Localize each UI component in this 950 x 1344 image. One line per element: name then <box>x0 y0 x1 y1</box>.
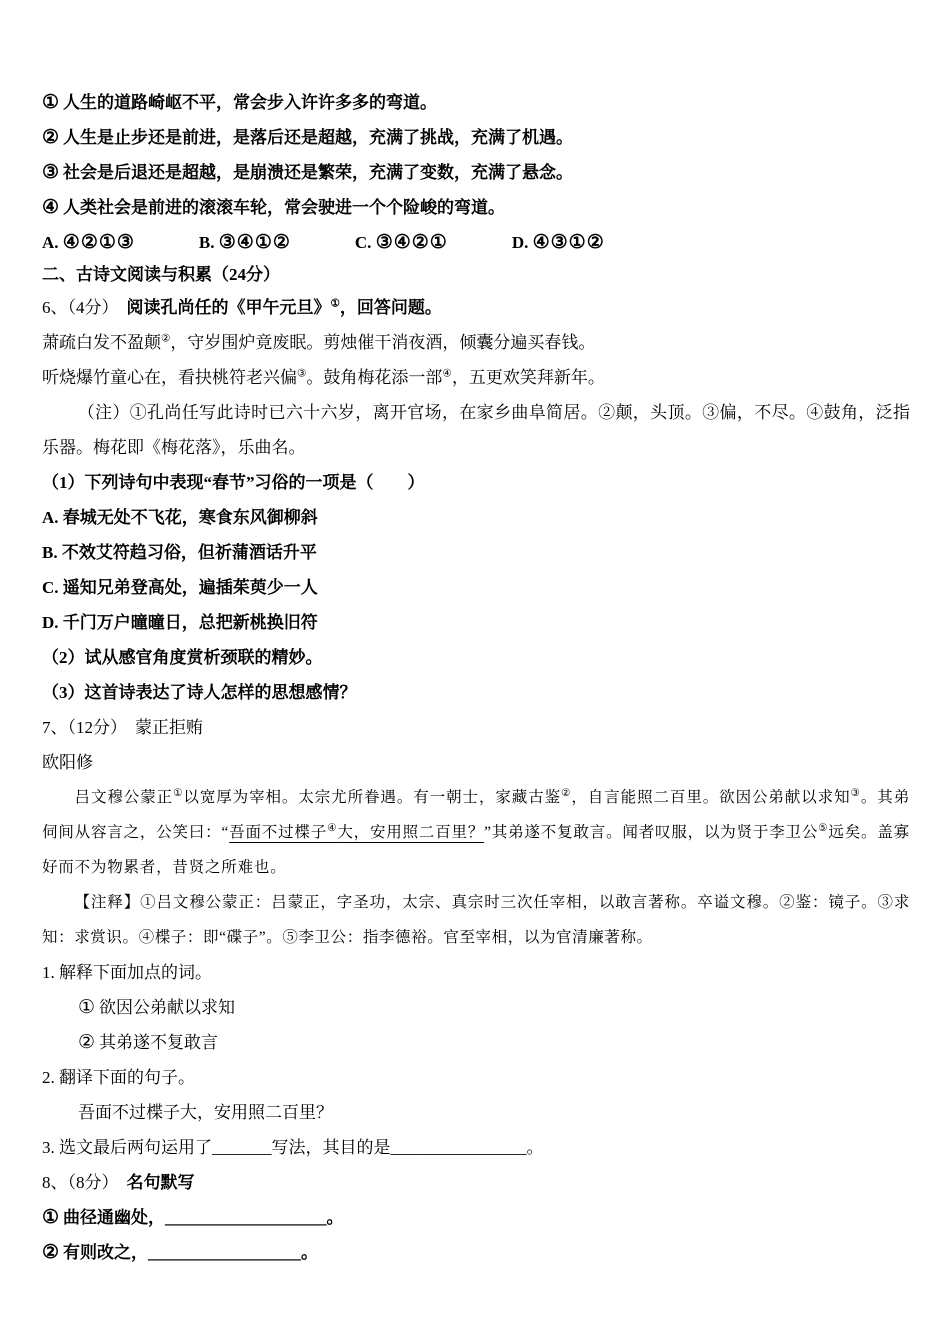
q8-number: 8、（8分） <box>42 1173 119 1192</box>
q7-sub3-text: 。 <box>526 1138 544 1157</box>
footnote-ref: ① <box>330 298 340 310</box>
q7-sub3-text: 写法，其目的是 <box>271 1138 391 1157</box>
q5-sentence-2 <box>42 120 910 155</box>
circled-number: ① <box>78 997 96 1018</box>
circled-number: ① <box>42 92 60 113</box>
q7-sub1-item-2 <box>42 1025 910 1060</box>
q6-option-d: D. 千门万户曈曈日，总把新桃换旧符 <box>42 613 318 632</box>
q7-author: 欧阳修 <box>42 753 93 772</box>
poem-text: 。鼓角梅花添一部 <box>306 368 443 387</box>
q5-sentence-3 <box>42 155 910 190</box>
underlined-quote <box>229 824 484 841</box>
sentence-text: 人类社会是前进的滚滚车轮，常会驶进一个个险峻的弯道。 <box>63 198 506 217</box>
q7-sub2: 2. 翻译下面的句子。 <box>42 1068 195 1087</box>
option-value: ③④②① <box>375 232 448 253</box>
circled-number: ② <box>42 1242 60 1263</box>
q6-sub1: （1）下列诗句中表现“春节”习俗的一项是（ ） <box>42 473 425 492</box>
quote-text: 大，安用照二百里？ <box>337 824 485 841</box>
poem-note: （注）①孔尚任写此诗时已六十六岁，离开官场，在家乡曲阜简居。②颠，头顶。③偏，不尽。④鼓角，泛指乐器。梅花即《梅花落》，乐曲名。 <box>42 403 910 457</box>
q7-notes: 【注释】①吕文穆公蒙正：吕蒙正，字圣功，太宗、真宗时三次任宰相，以敢言著称。卒谥文穆。②鉴：镜子。③求知：求赏识。④楪子：即“碟子”。⑤李卫公：指李德裕。官至宰相，以为官清廉著称。 <box>42 894 910 946</box>
passage-text: 。其弟伺间从容言之，公笑曰：“ <box>42 789 910 841</box>
option-label: A. <box>42 233 59 252</box>
q5-option-a <box>42 225 135 260</box>
blank-line: ________________ <box>390 1138 527 1157</box>
item-text: 欲因公弟献以求知 <box>99 998 236 1017</box>
passage-text: ”其弟遂不复敢言。闻者叹服，以为贤于李卫公 <box>484 824 819 841</box>
q6-sub2: （2）试从感官角度赏析颈联的精妙。 <box>42 648 323 667</box>
q6-header <box>42 290 910 325</box>
footnote-ref: ④ <box>327 822 338 834</box>
footnote-ref: ① <box>173 787 184 799</box>
q5-sentence-4 <box>42 190 910 225</box>
footnote-ref: ② <box>561 787 572 799</box>
option-value: ③④①② <box>218 232 291 253</box>
q7-header <box>42 710 910 745</box>
q7-number: 7、（12分） <box>42 718 127 737</box>
item-text: 其弟遂不复敢言 <box>99 1033 219 1052</box>
q7-passage <box>42 780 910 885</box>
q8-header <box>42 1165 910 1200</box>
q6-option-c: C. 遥知兄弟登高处，遍插茱萸少一人 <box>42 578 318 597</box>
q6-option-a: A. 春城无处不飞花，寒食东风御柳斜 <box>42 508 318 527</box>
footnote-ref: ③ <box>850 787 861 799</box>
q6-sub3: （3）这首诗表达了诗人怎样的思想感情？ <box>42 683 357 702</box>
option-value: ④②①③ <box>62 232 135 253</box>
sentence-text: 人生的道路崎岖不平，常会步入许许多多的弯道。 <box>63 93 438 112</box>
item-text: 。 <box>326 1208 344 1227</box>
poem-text: 萧疏白发不盈颠 <box>42 333 161 352</box>
q7-sub3 <box>42 1130 910 1165</box>
passage-text: 以宽厚为宰相。太宗尤所眷遇。有一朝士，家藏古鉴 <box>183 789 562 806</box>
q5-option-b <box>199 225 291 260</box>
poem-text: 听烧爆竹童心在，看抉桃符老兴偏 <box>42 368 297 387</box>
blank-line: __________________ <box>148 1243 302 1262</box>
q7-sub2-sentence: 吾面不过楪子大，安用照二百里？ <box>78 1103 333 1122</box>
section-heading: 二、古诗文阅读与积累（24分） <box>42 265 280 284</box>
q5-option-c <box>355 225 448 260</box>
option-label: D. <box>511 233 529 252</box>
q5-options-row <box>42 225 910 260</box>
footnote-ref: ⑤ <box>818 822 829 834</box>
q6-option-b: B. 不效艾符趋习俗，但祈蒲酒话升平 <box>42 543 317 562</box>
option-label: C. <box>354 233 372 252</box>
q7-sub1: 1. 解释下面加点的词。 <box>42 963 212 982</box>
item-text: 曲径通幽处， <box>63 1208 166 1227</box>
circled-number: ① <box>42 1207 60 1228</box>
footnote-ref: ② <box>161 333 171 345</box>
q8-title: 名句默写 <box>126 1173 195 1192</box>
circled-number: ③ <box>42 162 60 183</box>
q7-sub3-text: 3. 选文最后两句运用了 <box>42 1138 212 1157</box>
sentence-text: 社会是后退还是超越，是崩溃还是繁荣，充满了变数，充满了悬念。 <box>63 163 574 182</box>
q5-sentence-1 <box>42 85 910 120</box>
q7-sub1-item-1 <box>42 990 910 1025</box>
passage-text: 远矣。盖寡好而不为物累者，昔贤之所难也。 <box>42 824 910 876</box>
passage-text: ，自言能照二百里。欲因公弟献以求知 <box>571 789 851 806</box>
circled-number: ② <box>78 1032 96 1053</box>
q6-title-text: 阅读孔尚任的《甲午元旦》 <box>126 298 331 317</box>
passage-text: 吕文穆公蒙正 <box>74 789 174 806</box>
option-value: ④③①② <box>532 232 605 253</box>
circled-number: ② <box>42 127 60 148</box>
q5-option-d <box>512 225 605 260</box>
quote-text: 吾面不过楪子 <box>229 824 328 841</box>
q8-item-1 <box>42 1200 910 1235</box>
poem-text: ，守岁围炉竟废眠。剪烛催干消夜酒，倾囊分遍买春钱。 <box>170 333 596 352</box>
q6-title <box>127 298 442 317</box>
poem-line-1 <box>42 325 910 360</box>
poem-text: ，五更欢笑拜新年。 <box>451 368 605 387</box>
circled-number: ④ <box>42 197 60 218</box>
blank-line: ___________________ <box>165 1208 327 1227</box>
footnote-ref: ④ <box>442 368 452 380</box>
q8-item-2 <box>42 1235 910 1270</box>
poem-line-2 <box>42 360 910 395</box>
option-label: B. <box>198 233 215 252</box>
q7-title: 蒙正拒贿 <box>135 718 203 737</box>
q6-number: 6、（4分） <box>42 298 119 317</box>
item-text: 。 <box>301 1243 319 1262</box>
q6-title-tail: ，回答问题。 <box>339 298 442 317</box>
item-text: 有则改之， <box>63 1243 149 1262</box>
blank-line: _______ <box>212 1138 272 1157</box>
footnote-ref: ③ <box>297 368 307 380</box>
sentence-text: 人生是止步还是前进，是落后还是超越，充满了挑战，充满了机遇。 <box>63 128 574 147</box>
